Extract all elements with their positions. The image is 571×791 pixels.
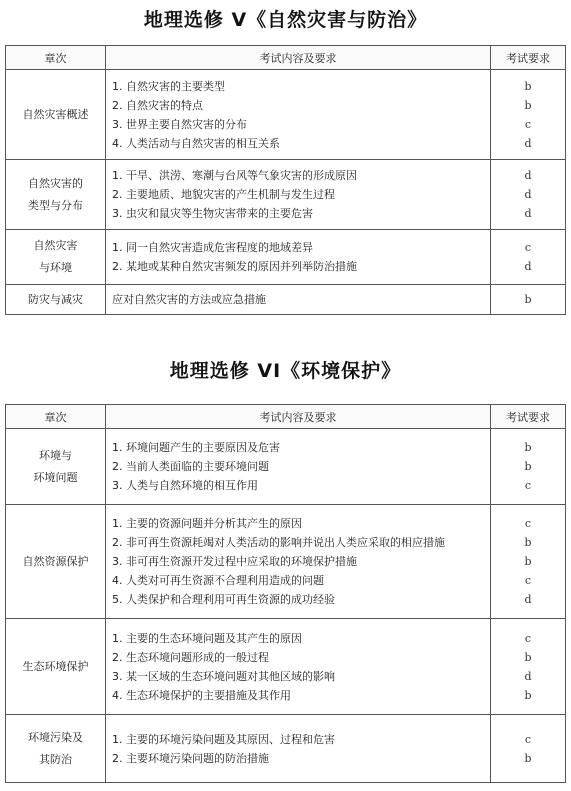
requirement-level: c [524,732,532,746]
chapter-name: 自然灾害概述 [22,107,89,121]
content-cell [106,715,491,783]
section-title: 地理选修 V《自然灾害与防治》 [143,9,428,31]
requirements-table [5,404,566,783]
section-title: 地理选修 VI《环境保护》 [169,360,402,382]
level-cell [491,230,566,285]
content-cell [106,160,491,230]
requirement-item: 2. 非可再生资源耗竭对人类活动的影响并说出人类应采取的相应措施 [112,536,445,549]
level-cell [491,285,566,315]
requirement-item: 应对自然灾害的方法或应急措施 [112,293,266,306]
requirement-level: d [524,260,532,273]
content-cell [106,285,491,315]
chapter-name: 防灾与减灾 [28,292,83,306]
level-cell [491,160,566,230]
requirement-item: 2. 主要环境污染问题的防治措施 [112,751,269,765]
chapter-cell [6,715,106,783]
chapter-name: 其防治 [39,752,72,766]
requirement-level: b [524,650,532,664]
chapter-name: 环境问题 [33,470,78,484]
requirement-item: 1. 自然灾害的主要类型 [112,79,225,93]
chapter-name: 自然资源保护 [22,554,89,568]
header-level: 考试要求 [491,46,566,70]
requirement-item: 4. 人类对可再生资源不合理利用造成的问题 [112,574,324,587]
content-cell [106,70,491,160]
chapter-cell [6,230,106,285]
requirement-level: d [524,207,532,220]
requirement-item: 3. 人类与自然环境的相互作用 [112,479,258,492]
requirement-item: 2. 当前人类面临的主要环境问题 [112,460,269,473]
table-row [6,70,566,160]
chapter-name: 类型与分布 [28,198,83,212]
level-cell [491,429,566,505]
header-chapter: 章次 [6,46,106,70]
requirement-level: b [524,460,532,473]
table-row [6,619,566,715]
requirement-item: 1. 主要的生态环境问题及其产生的原因 [112,631,302,645]
header-level: 考试要求 [491,405,566,429]
chapter-cell [6,70,106,160]
content-cell [106,619,491,715]
table-row [6,230,566,285]
chapter-cell [6,160,106,230]
chapter-cell [6,429,106,505]
requirement-level: b [524,751,532,765]
requirement-item: 3. 虫灾和鼠灾等生物灾害带来的主要危害 [112,207,313,220]
requirement-item: 2. 主要地质、地貌灾害的产生机制与发生过程 [112,188,335,201]
requirement-item: 4. 生态环境保护的主要措施及其作用 [112,688,291,702]
chapter-name: 自然灾害的 [28,176,83,190]
table-header-row [6,405,566,429]
table-row [6,160,566,230]
header-content: 考试内容及要求 [106,46,491,70]
requirement-item: 3. 非可再生资源开发过程中应采取的环境保护措施 [112,555,357,568]
requirement-item: 5. 人类保护和合理利用可再生资源的成功经验 [112,593,335,606]
requirement-item: 4. 人类活动与自然灾害的相互关系 [112,136,280,150]
chapter-cell [6,285,106,315]
requirement-level: d [524,593,532,606]
chapter-cell [6,619,106,715]
level-cell [491,70,566,160]
requirement-level: d [524,169,532,182]
requirement-item: 1. 环境问题产生的主要原因及危害 [112,441,280,454]
level-cell [491,715,566,783]
content-cell [106,429,491,505]
requirements-table [5,45,566,315]
table-header-row [6,46,566,70]
requirement-item: 2. 自然灾害的特点 [112,98,203,112]
header-content: 考试内容及要求 [106,405,491,429]
table-row [6,715,566,783]
requirement-level: b [524,293,532,306]
requirement-item: 3. 世界主要自然灾害的分布 [112,117,247,131]
requirement-item: 1. 干旱、洪涝、寒潮与台风等气象灾害的形成原因 [112,169,357,182]
requirement-level: b [524,79,532,93]
level-cell [491,619,566,715]
table-row [6,505,566,619]
requirement-item: 2. 某地或某种自然灾害频发的原因并列举防治措施 [112,260,357,273]
requirement-item: 1. 同一自然灾害造成危害程度的地域差异 [112,241,313,254]
header-chapter: 章次 [6,405,106,429]
chapter-name: 环境污染及 [28,730,83,744]
requirement-level: c [524,574,532,587]
requirement-level: b [524,98,532,112]
table-row [6,429,566,505]
requirement-level: b [524,536,532,549]
requirement-item: 3. 某一区域的生态环境问题对其他区域的影响 [112,669,335,683]
chapter-name: 自然灾害 [33,239,78,252]
table-row [6,285,566,315]
requirement-item: 1. 主要的资源问题并分析其产生的原因 [112,517,302,530]
chapter-name: 生态环境保护 [22,659,89,673]
requirement-level: b [524,688,532,702]
chapter-name: 环境与 [39,448,72,462]
requirement-level: d [524,669,532,683]
requirement-level: c [524,631,532,645]
chapter-name: 与环境 [39,261,72,274]
content-cell [106,505,491,619]
requirement-level: d [524,136,532,150]
requirement-level: b [524,441,532,454]
requirement-level: c [524,117,532,131]
requirement-item: 2. 生态环境问题形成的一般过程 [112,650,269,664]
level-cell [491,505,566,619]
content-cell [106,230,491,285]
chapter-cell [6,505,106,619]
requirement-level: c [524,517,532,530]
requirement-level: d [524,188,532,201]
requirement-level: b [524,555,532,568]
requirement-level: c [524,241,532,254]
requirement-item: 1. 主要的环境污染问题及其原因、过程和危害 [112,732,335,746]
requirement-level: c [524,479,532,492]
